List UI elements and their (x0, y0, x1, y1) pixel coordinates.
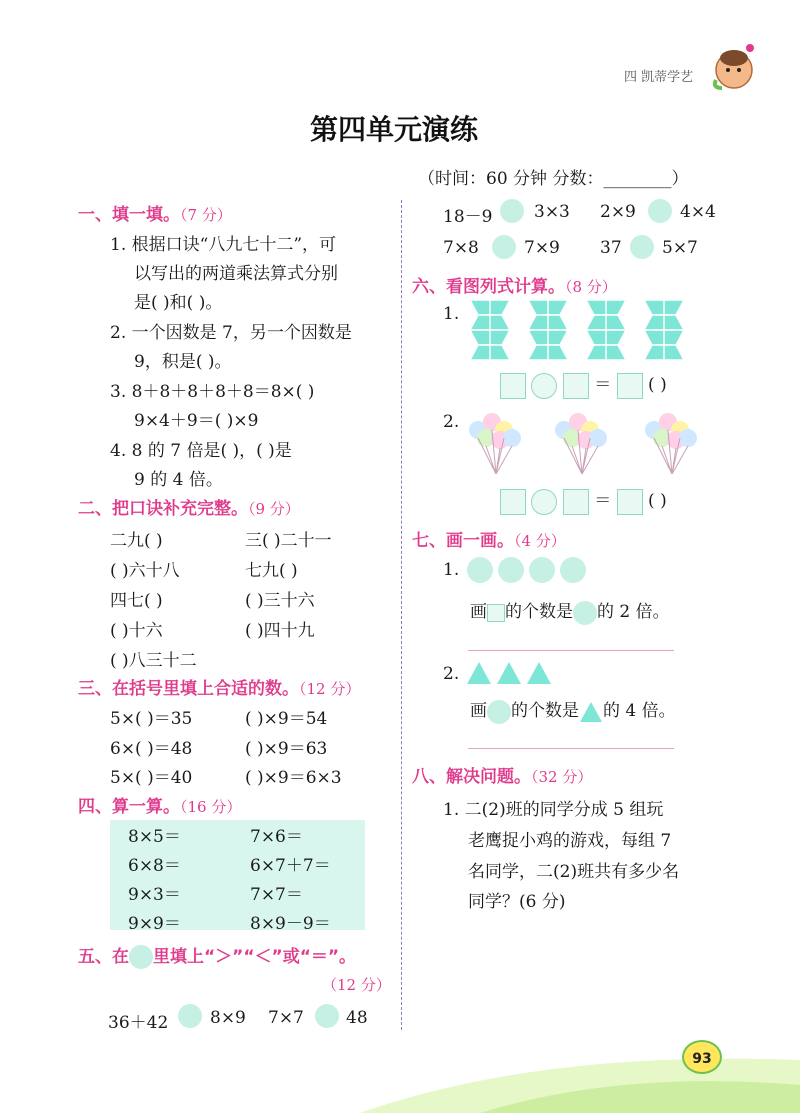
s3-cell: 5×( )＝35 (110, 709, 193, 729)
answer-box[interactable] (500, 373, 526, 399)
answer-box[interactable] (563, 489, 589, 515)
s4-cell: 9×9＝ (128, 914, 181, 934)
s3-cell: ( )×9＝6×3 (245, 768, 342, 788)
s1-line: 3. 8＋8＋8＋8＋8＝8×( ) (110, 382, 315, 402)
answer-circle[interactable] (630, 235, 654, 259)
hexagon-figures (468, 300, 700, 360)
square-icon (487, 604, 505, 622)
s5-expr: 5×7 (662, 238, 698, 258)
page-header: 四 凯蒂学艺 (624, 70, 694, 85)
circle-icon (487, 700, 511, 724)
s1-line: 4. 8 的 7 倍是( )，( )是 (110, 441, 292, 461)
equation-template-1: ＝ ( ) (500, 370, 667, 399)
s4-cell: 7×6＝ (250, 827, 303, 847)
answer-box[interactable] (563, 373, 589, 399)
answer-circle[interactable] (492, 235, 516, 259)
answer-circle[interactable] (648, 199, 672, 223)
s5-expr: 7×8 (443, 238, 479, 258)
s3-cell: 5×( )＝40 (110, 768, 193, 788)
section-5-points: （12 分） (322, 976, 391, 994)
s2-cell: 四七( ) (110, 591, 163, 611)
operator-circle[interactable] (531, 373, 557, 399)
s1-line: 2. 一个因数是 7，另一个因数是 (110, 323, 352, 343)
four-circles (466, 556, 590, 584)
s4-cell: 6×7＋7＝ (250, 856, 331, 876)
answer-circle[interactable] (315, 1004, 339, 1028)
triangle-icon (579, 701, 603, 723)
s1-line: 以写出的两道乘法算式分别 (134, 264, 338, 284)
s2-cell: 七九( ) (245, 561, 298, 581)
section-8-title: 八、解决问题。（32 分） (412, 767, 593, 787)
s2-cell: 三( )二十一 (245, 531, 332, 551)
s4-cell: 6×8＝ (128, 856, 181, 876)
section-4-title: 四、算一算。（16 分） (78, 797, 242, 817)
s1-line: 9 的 4 倍。 (134, 470, 223, 490)
circle-icon (129, 945, 153, 969)
s7-q1: 画 的个数是 的 2 倍。 (470, 597, 670, 625)
s5-expr: 36＋42 (108, 1013, 169, 1033)
section-6-title: 六、看图列式计算。（8 分） (412, 277, 617, 297)
s5-expr: 3×3 (534, 202, 570, 222)
answer-box[interactable] (617, 489, 643, 515)
answer-box[interactable] (500, 489, 526, 515)
s3-cell: ( )×9＝54 (245, 709, 328, 729)
balloon-bunches (466, 408, 702, 476)
s5-expr: 4×4 (680, 202, 716, 222)
s8-line: 1. 二(2)班的同学分成 5 组玩 (443, 800, 664, 820)
s8-line: 名同学，二(2)班共有多少名 (468, 862, 680, 882)
section-7-title: 七、画一画。（4 分） (412, 531, 566, 551)
s7-number: 2. (443, 664, 460, 684)
s2-cell: ( )四十九 (245, 621, 315, 641)
answer-circle[interactable] (178, 1004, 202, 1028)
time-score-line: （时间：60 分钟 分数：________） (418, 169, 689, 189)
s5-expr: 48 (346, 1008, 368, 1028)
answer-circle[interactable] (500, 199, 524, 223)
s7-q2: 画 的个数是 的 4 倍。 (470, 696, 676, 724)
s2-cell: 二九( ) (110, 531, 163, 551)
section-5-title: 五、在 里填上“＞”“＜”或“＝”。 (78, 947, 357, 967)
s5-expr: 2×9 (600, 202, 636, 222)
answer-line[interactable] (468, 650, 674, 651)
s6-number: 2. (443, 412, 460, 432)
mascot-icon (712, 40, 758, 92)
s2-cell: ( )十六 (110, 621, 163, 641)
answer-box[interactable] (617, 373, 643, 399)
s8-line: 同学？(6 分) (468, 892, 566, 912)
s2-cell: ( )三十六 (245, 591, 315, 611)
page-title: 第四单元演练 (310, 113, 479, 146)
s1-line: 是( )和( )。 (134, 293, 223, 313)
s1-line: 9×4＋9＝( )×9 (134, 411, 259, 431)
column-divider (401, 200, 402, 1030)
s4-cell: 8×9－9＝ (250, 914, 331, 934)
s5-expr: 37 (600, 238, 622, 258)
s3-cell: ( )×9＝63 (245, 739, 328, 759)
s3-cell: 6×( )＝48 (110, 739, 193, 759)
s2-cell: ( )六十八 (110, 561, 180, 581)
s4-cell: 9×3＝ (128, 885, 181, 905)
s8-line: 老鹰捉小鸡的游戏，每组 7 (468, 831, 672, 851)
s5-expr: 7×7 (268, 1008, 304, 1028)
s4-cell: 7×7＝ (250, 885, 303, 905)
s4-cell: 8×5＝ (128, 827, 181, 847)
section-3-title: 三、在括号里填上合适的数。（12 分） (78, 679, 361, 699)
s1-line: 9，积是( )。 (134, 352, 232, 372)
s5-expr: 7×9 (524, 238, 560, 258)
circle-icon (573, 601, 597, 625)
s5-expr: 8×9 (210, 1008, 246, 1028)
page-number: 93 (682, 1040, 722, 1074)
s2-cell: ( )八三十二 (110, 651, 197, 671)
s7-number: 1. (443, 560, 460, 580)
equation-template-2: ＝ ( ) (500, 486, 667, 515)
operator-circle[interactable] (531, 489, 557, 515)
s1-line: 1. 根据口诀“八九七十二”，可 (110, 235, 337, 255)
answer-line[interactable] (468, 748, 674, 749)
s6-number: 1. (443, 304, 460, 324)
s5-expr: 18－9 (443, 207, 493, 227)
footer-wave (360, 1040, 800, 1113)
section-2-title: 二、把口诀补充完整。（9 分） (78, 499, 300, 519)
three-triangles (466, 660, 554, 686)
section-1-title: 一、填一填。（7 分） (78, 205, 232, 225)
